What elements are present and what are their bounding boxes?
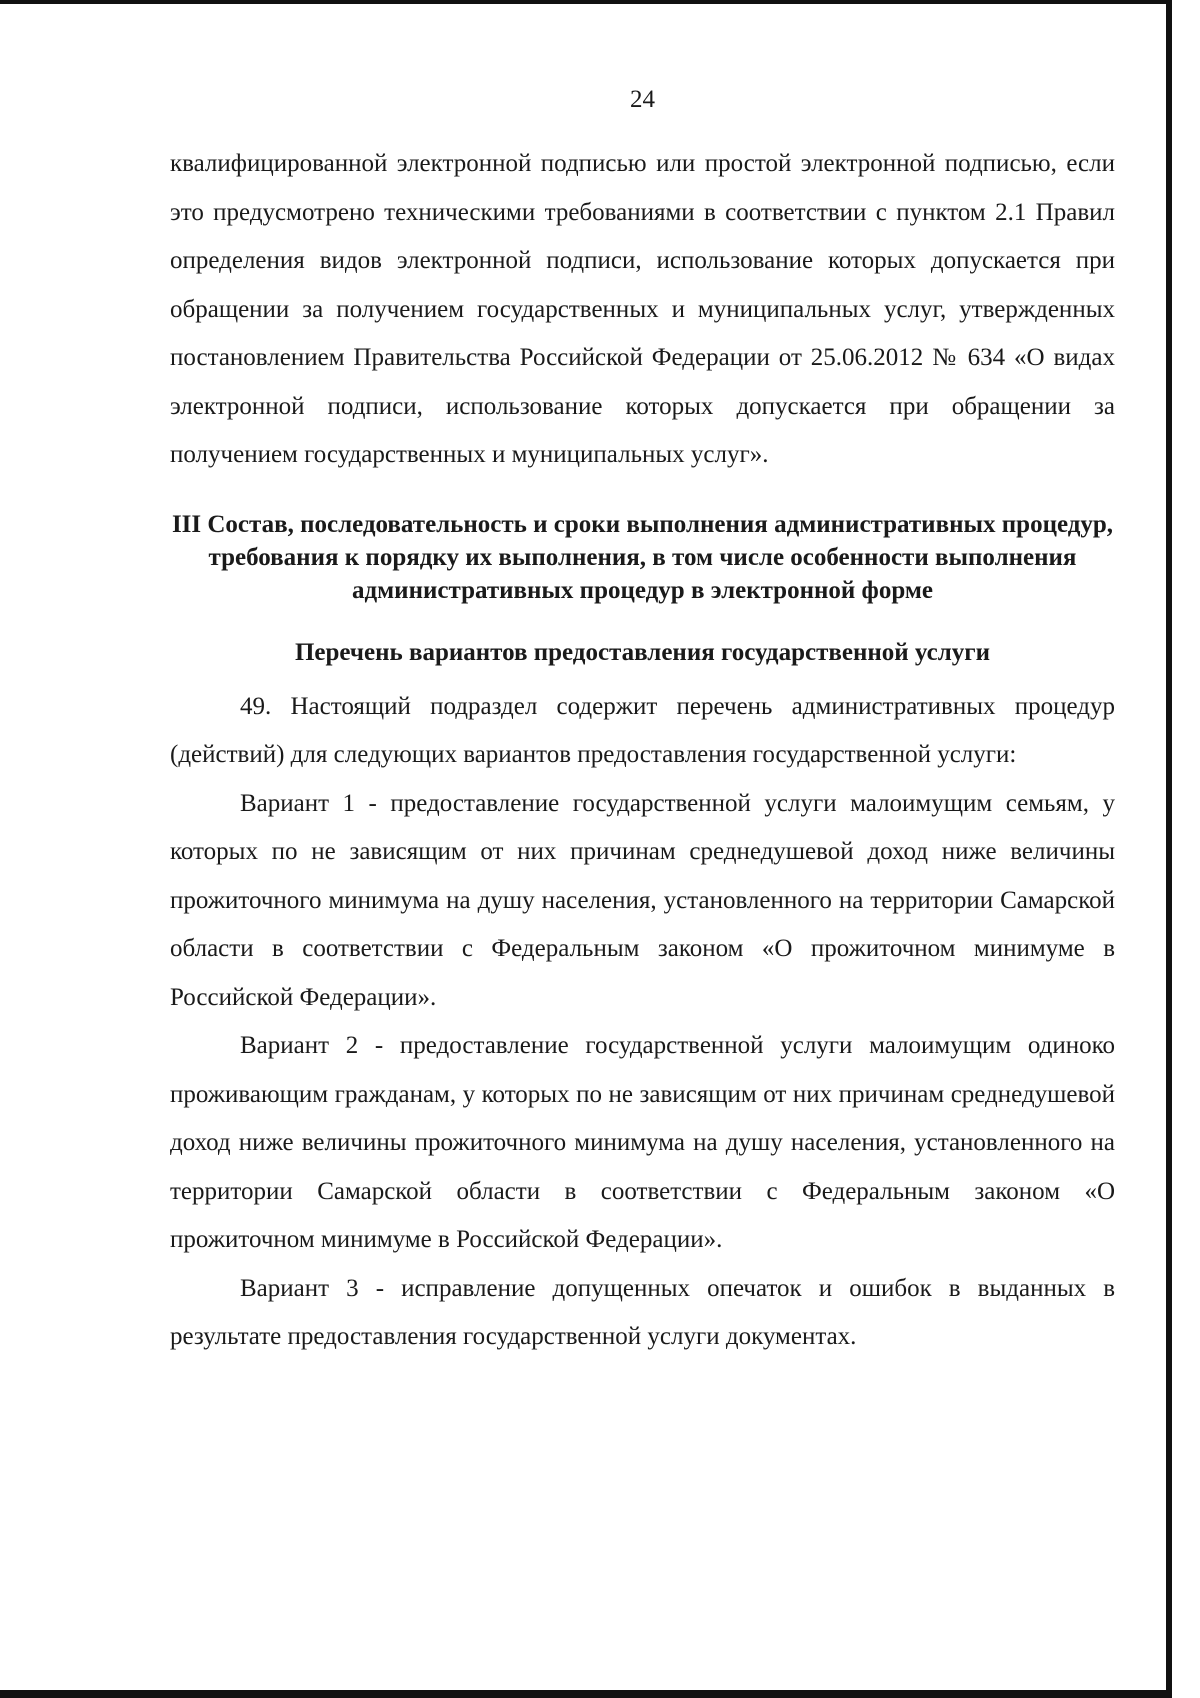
document-page: [170, 80, 1115, 1362]
paragraph-variant-2: Вариант 2 - предоставление государственной услуги малоимущим одиноко проживающим гражданам, у которых по не зависящим от них причинам среднедушевой доход ниже величины прожиточного минимума на душу населения, установленного на территории Самарской области в соответствии с Федеральным законом «О прожиточном минимуме в Российской Федерации».: [170, 1032, 1115, 1253]
paragraph-variant-1: Вариант 1 - предоставление государственной услуги малоимущим семьям, у которых по не зависящим от них причинам среднедушевой доход ниже величины прожиточного минимума на душу населения, установленного на территории Самарской области в соответствии с Федеральным законом «О прожиточном минимуме в Российской Федерации».: [170, 789, 1115, 1011]
scan-border-bottom: [0, 1690, 1172, 1698]
paragraph-continuation: квалифицированной электронной подписью или простой электронной подписью, если это предусмотрено техническими требованиями в соответствии с пунктом 2.1 Правил определения видов электронной подписи, использование которых допускается при обращении за получением государственных и муниципальных услуг, утвержденных постановлением Правительства Российской Федерации от 25.06.2012 № 634 «О видах электронной подписи, использование которых допускается при обращении за получением государственных и муниципальных услуг».: [170, 150, 1115, 468]
scan-border-top: [0, 0, 1172, 4]
paragraph-49: 49. Настоящий подраздел содержит перечень административных процедур (действий) для следующих вариантов предоставления государственной услуги:: [170, 692, 1115, 768]
paragraph-variant-3: Вариант 3 - исправление допущенных опечаток и ошибок в выданных в результате предоставления государственной услуги документах.: [170, 1274, 1115, 1350]
page-number: 24: [630, 86, 655, 113]
sub-heading: Перечень вариантов предоставления государственной услуги: [294, 638, 991, 666]
section-heading: III Состав, последовательность и сроки выполнения административных процедур, требования к порядку их выполнения, в том числе особенности выполнения административных процедур в электронной форме: [171, 510, 1114, 604]
scan-border-right: [1166, 0, 1172, 1698]
